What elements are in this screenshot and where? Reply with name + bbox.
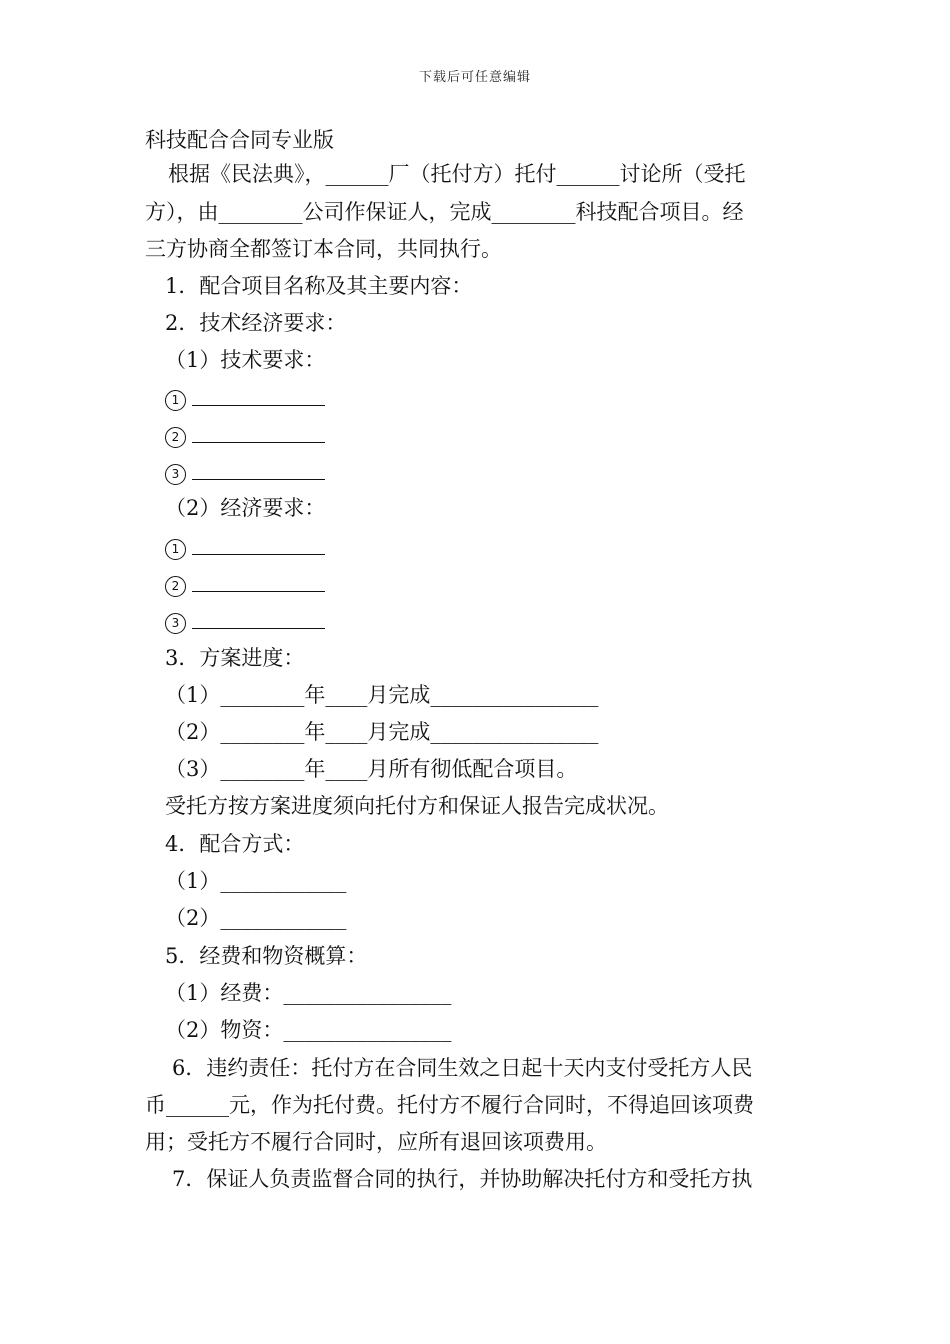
circled-number-3: 3 bbox=[165, 464, 186, 485]
schedule-item-3: （3）________年____月所有彻低配合项目。 bbox=[165, 757, 578, 781]
fill-blank bbox=[192, 420, 325, 443]
economic-requirements-heading: （2）经济要求： bbox=[165, 496, 326, 520]
section-6-line-3: 用；受托方不履行合同时，应所有退回该项费用。 bbox=[145, 1130, 607, 1154]
circled-number-3: 3 bbox=[165, 613, 186, 634]
budget-item-funds: （1）经费：________________ bbox=[165, 981, 452, 1005]
technical-requirement-item-1 bbox=[165, 383, 325, 413]
technical-requirements-heading: （1）技术要求： bbox=[165, 348, 326, 372]
technical-requirement-item-3 bbox=[165, 457, 325, 487]
economic-requirement-item-1 bbox=[165, 532, 325, 562]
document-title: 科技配合合同专业版 bbox=[145, 128, 334, 152]
section-5-heading: 5．经费和物资概算： bbox=[165, 944, 368, 968]
intro-line-3: 三方协商全都签订本合同，共同执行。 bbox=[145, 237, 502, 261]
cooperation-mode-item-2: （2）____________ bbox=[165, 906, 347, 930]
fill-blank bbox=[192, 457, 325, 480]
fill-blank bbox=[192, 532, 325, 555]
fill-blank bbox=[192, 606, 325, 629]
section-7-line-1: 7．保证人负责监督合同的执行，并协助解决托付方和受托方执 bbox=[172, 1167, 753, 1191]
section-6-line-2: 币______元，作为托付费。托付方不履行合同时，不得追回该项费 bbox=[145, 1093, 754, 1117]
page-header: 下载后可任意编辑 bbox=[418, 70, 531, 85]
section-6-line-1: 6．违约责任：托付方在合同生效之日起十天内支付受托方人民 bbox=[172, 1056, 753, 1080]
economic-requirement-item-3 bbox=[165, 606, 325, 636]
intro-line-2: 方），由________公司作保证人，完成________科技配合项目。经 bbox=[145, 200, 744, 224]
section-4-heading: 4．配合方式： bbox=[165, 832, 305, 856]
fill-blank bbox=[192, 383, 325, 406]
budget-item-materials: （2）物资：________________ bbox=[165, 1018, 452, 1042]
section-2-heading: 2．技术经济要求： bbox=[165, 311, 347, 335]
economic-requirement-item-2 bbox=[165, 569, 325, 599]
section-3-heading: 3．方案进度： bbox=[165, 646, 305, 670]
cooperation-mode-item-1: （1）____________ bbox=[165, 869, 347, 893]
section-1-heading: 1．配合项目名称及其主要内容： bbox=[165, 274, 473, 298]
circled-number-2: 2 bbox=[165, 427, 186, 448]
schedule-item-2: （2）________年____月完成________________ bbox=[165, 720, 599, 744]
fill-blank bbox=[192, 569, 325, 592]
technical-requirement-item-2 bbox=[165, 420, 325, 450]
circled-number-1: 1 bbox=[165, 390, 186, 411]
intro-line-1: 根据《民法典》，______厂（托付方）托付______讨论所（受托 bbox=[168, 162, 746, 186]
schedule-item-1: （1）________年____月完成________________ bbox=[165, 683, 599, 707]
schedule-note: 受托方按方案进度须向托付方和保证人报告完成状况。 bbox=[165, 794, 669, 818]
circled-number-2: 2 bbox=[165, 576, 186, 597]
circled-number-1: 1 bbox=[165, 539, 186, 560]
